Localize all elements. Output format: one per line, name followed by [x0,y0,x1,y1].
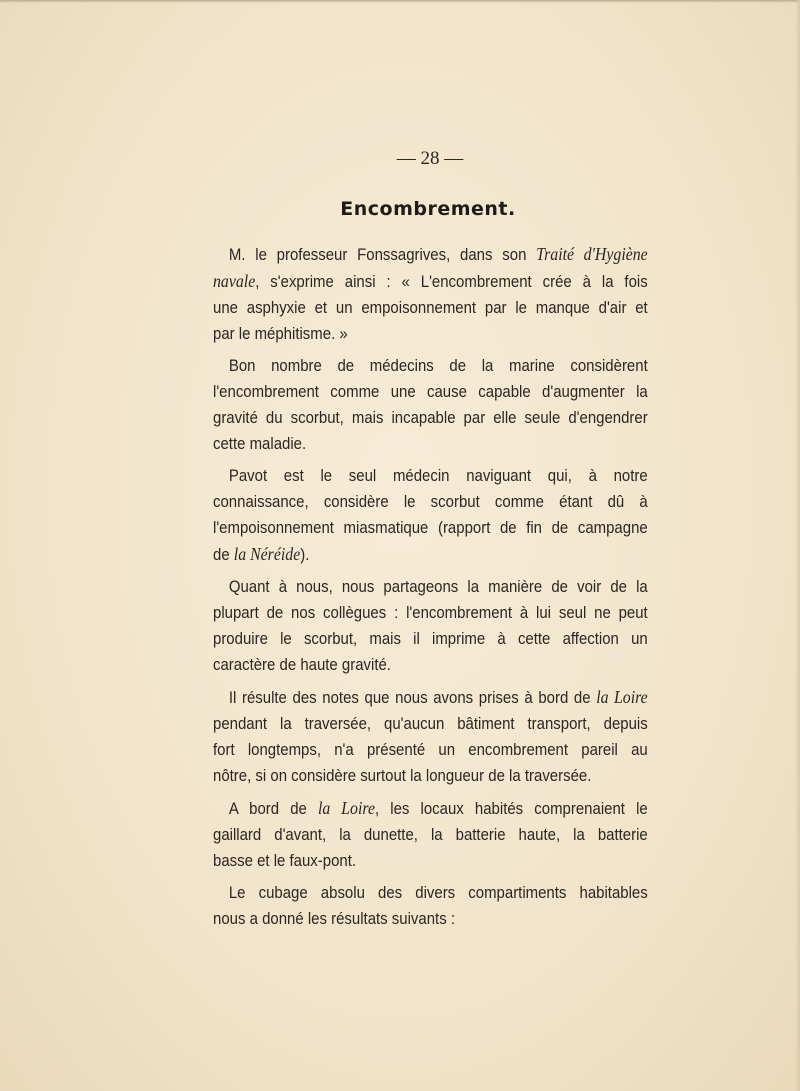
text-line: Bon nombre de médecins de la marine considèrent [228,356,648,375]
text-line: fort longtemps, n'a présenté un encombrement pareil au [213,740,648,759]
text-line: une asphyxie et un empoisonnement par le manque d'air et [213,298,648,317]
paragraph [213,353,648,457]
page-number: — 28 — [396,148,464,169]
text-line: connaissance, considère le scorbut comme étant dû à [213,492,648,511]
text-line: cette maladie. [213,434,307,453]
text-line: par le méphitisme. » [213,324,348,343]
text-line: basse et le faux-pont. [213,851,357,870]
text-line: A bord de la Loire, les locaux habités comprenaient le [228,798,648,818]
text-line: M. le professeur Fonssagrives, dans son Traité d'Hygiène [228,244,648,264]
body-text [213,241,648,938]
paragraph [213,684,648,789]
text-line: navale, s'exprime ainsi : « L'encombrement crée à la fois [213,271,648,291]
text-line: l'empoisonnement miasmatique (rapport de fin de campagne [213,518,648,537]
paragraph [213,795,648,874]
text-line: caractère de haute gravité. [213,655,391,674]
text-line: Il résulte des notes que nous avons prises à bord de la Loire [228,687,648,707]
italic-title: navale [213,271,256,291]
paragraph [213,574,648,678]
text-line: l'encombrement comme une cause capable d'augmenter la [213,382,648,401]
italic-title: la Loire [596,687,648,707]
text-line: plupart de nos collègues : l'encombrement à lui seul ne peut [213,603,648,622]
text-line: pendant la traversée, qu'aucun bâtiment transport, depuis [213,714,648,733]
text-line: nôtre, si on considère surtout la longueur de la traversée. [213,766,592,785]
section-heading: Encombrement. [340,198,516,220]
text-line: produire le scorbut, mais il imprime à cette affection un [213,629,648,648]
text-line: Quant à nous, nous partageons la manière de voir de la [228,577,648,596]
text-line: Le cubage absolu des divers compartiments habitables [228,883,648,902]
italic-title: Traité d'Hygiène [536,244,648,264]
text-line: gaillard d'avant, la dunette, la batterie haute, la batterie [213,825,648,844]
italic-title: la Loire [317,798,375,818]
paragraph [213,463,648,568]
page-top-edge [0,0,800,3]
text-line: gravité du scorbut, mais incapable par elle seule d'engendrer [213,408,648,427]
italic-title: la Néréide [233,544,301,564]
paragraph [213,880,648,932]
text-line: de la Néréide). [213,544,310,564]
text-line: Pavot est le seul médecin naviguant qui, à notre [228,466,648,485]
paragraph [213,241,648,347]
text-line: nous a donné les résultats suivants : [213,909,455,928]
